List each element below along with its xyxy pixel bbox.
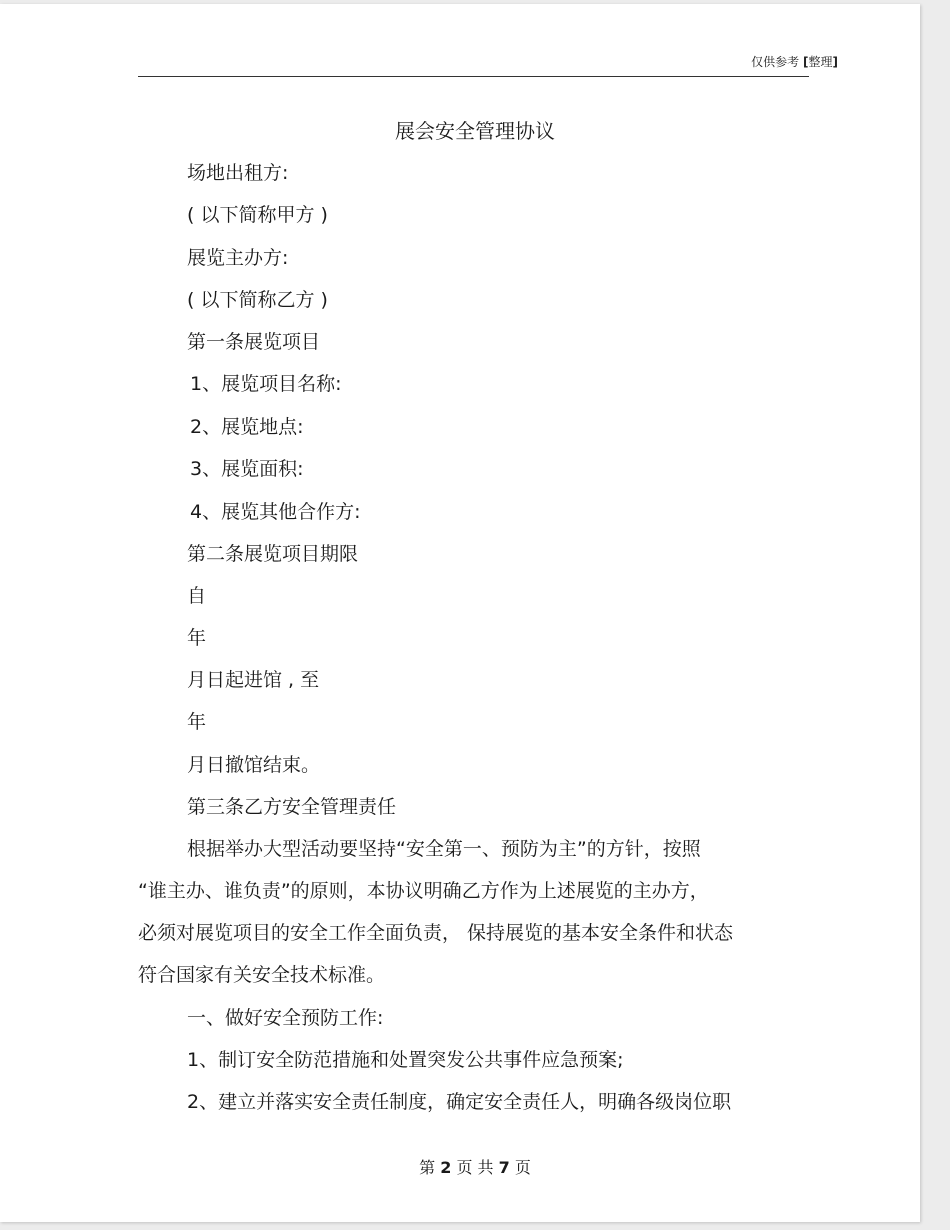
text-line: 月日起进馆 , 至 — [187, 669, 320, 691]
text-line: 1、制订安全防范措施和处置突发公共事件应急预案; — [187, 1049, 624, 1071]
footer-total-pages: 7 — [498, 1158, 510, 1177]
footer-mid: 页 共 — [456, 1158, 494, 1177]
text-line: 月日撤馆结束。 — [187, 754, 321, 776]
paragraph-line: 根据举办大型活动要坚持“安全第一、预防为主”的方针，按照 — [187, 838, 701, 860]
text-line: 展览主办方: — [187, 247, 289, 269]
text-line: 第三条乙方安全管理责任 — [187, 796, 397, 818]
page-footer — [0, 1155, 950, 1178]
text-line: 2、展览地点: — [190, 416, 304, 438]
text-line: 3、展览面积: — [190, 458, 304, 480]
text-line: 1、展览项目名称: — [190, 373, 342, 395]
text-line: 年 — [187, 627, 207, 649]
header-rule — [138, 76, 809, 77]
paragraph-line: “谁主办、谁负责”的原则，本协议明确乙方作为上述展览的主办方， — [138, 880, 709, 902]
text-line: ( 以下简称乙方 ) — [187, 289, 328, 311]
document-page — [0, 4, 920, 1222]
header-tag: 整理 — [808, 55, 833, 69]
text-line: 2、建立并落实安全责任制度，确定安全责任人，明确各级岗位职 — [187, 1091, 732, 1113]
text-line: 第一条展览项目 — [187, 331, 321, 353]
footer-prefix: 第 — [419, 1158, 436, 1177]
text-line: 场地出租方: — [187, 162, 289, 184]
text-line: ( 以下简称甲方 ) — [187, 204, 328, 226]
footer-page-number: 2 — [440, 1158, 452, 1177]
text-line: 一、做好安全预防工作: — [187, 1007, 384, 1029]
text-line: 第二条展览项目期限 — [187, 543, 359, 565]
footer-suffix: 页 — [514, 1158, 531, 1177]
paragraph-line: 必须对展览项目的安全工作全面负责， 保持展览的基本安全条件和状态 — [138, 922, 734, 944]
header-tag-open: [ — [803, 55, 809, 69]
header-note — [751, 53, 838, 70]
paragraph-line: 符合国家有关安全技术标准。 — [138, 964, 386, 986]
header-note-text: 仅供参考 — [751, 55, 800, 69]
text-line: 4、展览其他合作方: — [190, 501, 361, 523]
text-line: 自 — [187, 585, 207, 607]
document-title: 展会安全管理协议 — [395, 119, 555, 143]
text-line: 年 — [187, 711, 207, 733]
header-tag-close: ] — [832, 55, 838, 69]
